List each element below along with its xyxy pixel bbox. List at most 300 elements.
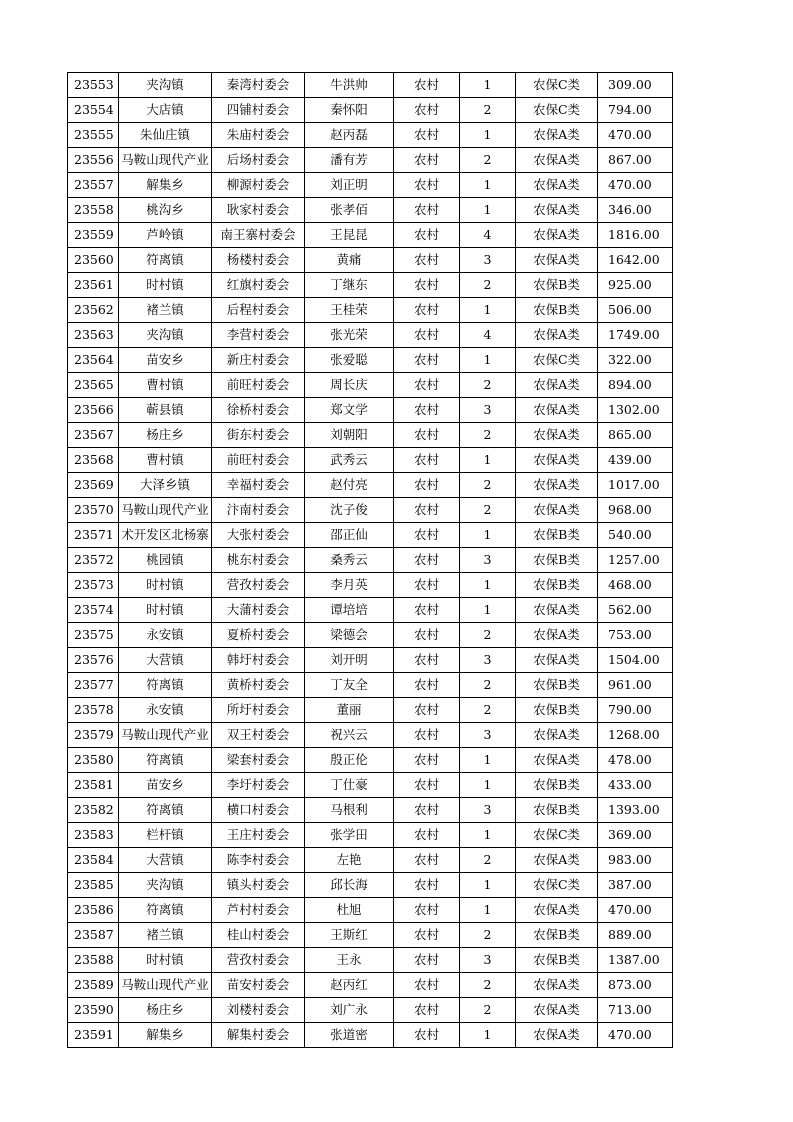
table-row bbox=[68, 373, 673, 398]
category-cell: 农保C类 bbox=[516, 98, 598, 123]
member-count-cell: 1 bbox=[460, 448, 516, 473]
member-count-cell: 1 bbox=[460, 523, 516, 548]
town-cell: 曹村镇 bbox=[119, 448, 212, 473]
table-row bbox=[68, 573, 673, 598]
person-name-cell: 牛洪帅 bbox=[305, 73, 394, 98]
table-row bbox=[68, 748, 673, 773]
household-type-cell: 农村 bbox=[394, 623, 460, 648]
amount-cell: 873.00 bbox=[598, 973, 673, 998]
village-cell: 街东村委会 bbox=[212, 423, 305, 448]
amount-cell: 468.00 bbox=[598, 573, 673, 598]
amount-cell: 867.00 bbox=[598, 148, 673, 173]
town-cell: 大泽乡镇 bbox=[119, 473, 212, 498]
person-name-cell: 张爱聪 bbox=[305, 348, 394, 373]
member-count-cell: 2 bbox=[460, 698, 516, 723]
record-id-cell: 23569 bbox=[68, 473, 119, 498]
person-name-cell: 王永 bbox=[305, 948, 394, 973]
record-id-cell: 23565 bbox=[68, 373, 119, 398]
table-row bbox=[68, 623, 673, 648]
town-cell: 符离镇 bbox=[119, 798, 212, 823]
category-cell: 农保A类 bbox=[516, 323, 598, 348]
amount-cell: 889.00 bbox=[598, 923, 673, 948]
member-count-cell: 2 bbox=[460, 923, 516, 948]
member-count-cell: 3 bbox=[460, 398, 516, 423]
household-type-cell: 农村 bbox=[394, 698, 460, 723]
person-name-cell: 殷正伦 bbox=[305, 748, 394, 773]
person-name-cell: 周长庆 bbox=[305, 373, 394, 398]
household-type-cell: 农村 bbox=[394, 823, 460, 848]
category-cell: 农保B类 bbox=[516, 523, 598, 548]
category-cell: 农保A类 bbox=[516, 423, 598, 448]
person-name-cell: 马根利 bbox=[305, 798, 394, 823]
member-count-cell: 1 bbox=[460, 198, 516, 223]
table-row bbox=[68, 473, 673, 498]
town-cell: 符离镇 bbox=[119, 748, 212, 773]
village-cell: 杨楼村委会 bbox=[212, 248, 305, 273]
person-name-cell: 赵付亮 bbox=[305, 473, 394, 498]
member-count-cell: 3 bbox=[460, 798, 516, 823]
table-row bbox=[68, 223, 673, 248]
table-row bbox=[68, 723, 673, 748]
table-row bbox=[68, 423, 673, 448]
record-id-cell: 23583 bbox=[68, 823, 119, 848]
person-name-cell: 丁仕豪 bbox=[305, 773, 394, 798]
town-cell: 大营镇 bbox=[119, 848, 212, 873]
village-cell: 黄桥村委会 bbox=[212, 673, 305, 698]
person-name-cell: 祝兴云 bbox=[305, 723, 394, 748]
town-cell: 苗安乡 bbox=[119, 348, 212, 373]
record-id-cell: 23556 bbox=[68, 148, 119, 173]
person-name-cell: 王斯红 bbox=[305, 923, 394, 948]
table-row bbox=[68, 973, 673, 998]
town-cell: 马鞍山现代产业 bbox=[119, 973, 212, 998]
person-name-cell: 刘广永 bbox=[305, 998, 394, 1023]
member-count-cell: 2 bbox=[460, 373, 516, 398]
category-cell: 农保A类 bbox=[516, 748, 598, 773]
category-cell: 农保A类 bbox=[516, 148, 598, 173]
member-count-cell: 2 bbox=[460, 423, 516, 448]
table-row bbox=[68, 948, 673, 973]
town-cell: 桃园镇 bbox=[119, 548, 212, 573]
table-row bbox=[68, 498, 673, 523]
category-cell: 农保A类 bbox=[516, 448, 598, 473]
household-type-cell: 农村 bbox=[394, 923, 460, 948]
table-row bbox=[68, 648, 673, 673]
member-count-cell: 1 bbox=[460, 773, 516, 798]
table-row bbox=[68, 173, 673, 198]
table-row bbox=[68, 698, 673, 723]
table-row bbox=[68, 848, 673, 873]
household-type-cell: 农村 bbox=[394, 848, 460, 873]
category-cell: 农保A类 bbox=[516, 373, 598, 398]
village-cell: 朱庙村委会 bbox=[212, 123, 305, 148]
person-name-cell: 张道密 bbox=[305, 1023, 394, 1048]
category-cell: 农保A类 bbox=[516, 648, 598, 673]
household-type-cell: 农村 bbox=[394, 148, 460, 173]
household-type-cell: 农村 bbox=[394, 873, 460, 898]
village-cell: 幸福村委会 bbox=[212, 473, 305, 498]
town-cell: 褚兰镇 bbox=[119, 923, 212, 948]
category-cell: 农保A类 bbox=[516, 623, 598, 648]
table-row bbox=[68, 1023, 673, 1048]
town-cell: 芦岭镇 bbox=[119, 223, 212, 248]
person-name-cell: 赵丙磊 bbox=[305, 123, 394, 148]
village-cell: 王庄村委会 bbox=[212, 823, 305, 848]
town-cell: 符离镇 bbox=[119, 898, 212, 923]
person-name-cell: 张孝佰 bbox=[305, 198, 394, 223]
household-type-cell: 农村 bbox=[394, 673, 460, 698]
household-type-cell: 农村 bbox=[394, 973, 460, 998]
record-id-cell: 23591 bbox=[68, 1023, 119, 1048]
household-type-cell: 农村 bbox=[394, 273, 460, 298]
amount-cell: 1642.00 bbox=[598, 248, 673, 273]
amount-cell: 1257.00 bbox=[598, 548, 673, 573]
town-cell: 解集乡 bbox=[119, 173, 212, 198]
record-id-cell: 23589 bbox=[68, 973, 119, 998]
town-cell: 马鞍山现代产业 bbox=[119, 723, 212, 748]
member-count-cell: 1 bbox=[460, 173, 516, 198]
town-cell: 时村镇 bbox=[119, 598, 212, 623]
record-id-cell: 23584 bbox=[68, 848, 119, 873]
category-cell: 农保B类 bbox=[516, 923, 598, 948]
table-row bbox=[68, 73, 673, 98]
village-cell: 新庄村委会 bbox=[212, 348, 305, 373]
village-cell: 后场村委会 bbox=[212, 148, 305, 173]
village-cell: 梁套村委会 bbox=[212, 748, 305, 773]
village-cell: 前旺村委会 bbox=[212, 373, 305, 398]
household-type-cell: 农村 bbox=[394, 173, 460, 198]
record-id-cell: 23567 bbox=[68, 423, 119, 448]
person-name-cell: 王桂荣 bbox=[305, 298, 394, 323]
town-cell: 符离镇 bbox=[119, 673, 212, 698]
member-count-cell: 2 bbox=[460, 673, 516, 698]
village-cell: 陈李村委会 bbox=[212, 848, 305, 873]
person-name-cell: 左艳 bbox=[305, 848, 394, 873]
household-type-cell: 农村 bbox=[394, 498, 460, 523]
table-row bbox=[68, 923, 673, 948]
household-type-cell: 农村 bbox=[394, 648, 460, 673]
person-name-cell: 李月英 bbox=[305, 573, 394, 598]
household-type-cell: 农村 bbox=[394, 798, 460, 823]
table-row bbox=[68, 673, 673, 698]
category-cell: 农保B类 bbox=[516, 948, 598, 973]
person-name-cell: 刘正明 bbox=[305, 173, 394, 198]
town-cell: 夹沟镇 bbox=[119, 73, 212, 98]
table-row bbox=[68, 523, 673, 548]
town-cell: 蕲县镇 bbox=[119, 398, 212, 423]
amount-cell: 983.00 bbox=[598, 848, 673, 873]
member-count-cell: 1 bbox=[460, 598, 516, 623]
table-row bbox=[68, 823, 673, 848]
table-row bbox=[68, 798, 673, 823]
category-cell: 农保A类 bbox=[516, 498, 598, 523]
household-type-cell: 农村 bbox=[394, 598, 460, 623]
person-name-cell: 邵正仙 bbox=[305, 523, 394, 548]
person-name-cell: 潘有芳 bbox=[305, 148, 394, 173]
member-count-cell: 1 bbox=[460, 898, 516, 923]
member-count-cell: 1 bbox=[460, 348, 516, 373]
household-type-cell: 农村 bbox=[394, 748, 460, 773]
table-row bbox=[68, 598, 673, 623]
town-cell: 褚兰镇 bbox=[119, 298, 212, 323]
member-count-cell: 2 bbox=[460, 848, 516, 873]
record-id-cell: 23588 bbox=[68, 948, 119, 973]
person-name-cell: 赵丙红 bbox=[305, 973, 394, 998]
amount-cell: 346.00 bbox=[598, 198, 673, 223]
amount-cell: 470.00 bbox=[598, 1023, 673, 1048]
table-row bbox=[68, 323, 673, 348]
person-name-cell: 王昆昆 bbox=[305, 223, 394, 248]
town-cell: 桃沟乡 bbox=[119, 198, 212, 223]
village-cell: 桃东村委会 bbox=[212, 548, 305, 573]
member-count-cell: 2 bbox=[460, 973, 516, 998]
category-cell: 农保A类 bbox=[516, 723, 598, 748]
amount-cell: 470.00 bbox=[598, 173, 673, 198]
person-name-cell: 梁德会 bbox=[305, 623, 394, 648]
person-name-cell: 张光荣 bbox=[305, 323, 394, 348]
town-cell: 夹沟镇 bbox=[119, 873, 212, 898]
record-id-cell: 23563 bbox=[68, 323, 119, 348]
table-row bbox=[68, 998, 673, 1023]
town-cell: 永安镇 bbox=[119, 698, 212, 723]
amount-cell: 478.00 bbox=[598, 748, 673, 773]
record-id-cell: 23581 bbox=[68, 773, 119, 798]
amount-cell: 369.00 bbox=[598, 823, 673, 848]
record-id-cell: 23576 bbox=[68, 648, 119, 673]
record-id-cell: 23578 bbox=[68, 698, 119, 723]
town-cell: 时村镇 bbox=[119, 948, 212, 973]
household-type-cell: 农村 bbox=[394, 248, 460, 273]
record-id-cell: 23590 bbox=[68, 998, 119, 1023]
record-id-cell: 23564 bbox=[68, 348, 119, 373]
member-count-cell: 4 bbox=[460, 223, 516, 248]
category-cell: 农保A类 bbox=[516, 998, 598, 1023]
village-cell: 后程村委会 bbox=[212, 298, 305, 323]
record-id-cell: 23571 bbox=[68, 523, 119, 548]
person-name-cell: 桑秀云 bbox=[305, 548, 394, 573]
person-name-cell: 武秀云 bbox=[305, 448, 394, 473]
table-row bbox=[68, 398, 673, 423]
records-table bbox=[67, 72, 673, 1048]
town-cell: 时村镇 bbox=[119, 273, 212, 298]
amount-cell: 322.00 bbox=[598, 348, 673, 373]
member-count-cell: 3 bbox=[460, 648, 516, 673]
village-cell: 四铺村委会 bbox=[212, 98, 305, 123]
village-cell: 解集村委会 bbox=[212, 1023, 305, 1048]
village-cell: 刘楼村委会 bbox=[212, 998, 305, 1023]
member-count-cell: 1 bbox=[460, 823, 516, 848]
town-cell: 大店镇 bbox=[119, 98, 212, 123]
person-name-cell: 张学田 bbox=[305, 823, 394, 848]
household-type-cell: 农村 bbox=[394, 348, 460, 373]
person-name-cell: 杜旭 bbox=[305, 898, 394, 923]
table-row bbox=[68, 548, 673, 573]
household-type-cell: 农村 bbox=[394, 98, 460, 123]
amount-cell: 1749.00 bbox=[598, 323, 673, 348]
town-cell: 朱仙庄镇 bbox=[119, 123, 212, 148]
amount-cell: 562.00 bbox=[598, 598, 673, 623]
member-count-cell: 3 bbox=[460, 548, 516, 573]
record-id-cell: 23573 bbox=[68, 573, 119, 598]
amount-cell: 540.00 bbox=[598, 523, 673, 548]
amount-cell: 470.00 bbox=[598, 123, 673, 148]
town-cell: 大营镇 bbox=[119, 648, 212, 673]
person-name-cell: 丁友全 bbox=[305, 673, 394, 698]
village-cell: 苗安村委会 bbox=[212, 973, 305, 998]
person-name-cell: 丁继东 bbox=[305, 273, 394, 298]
member-count-cell: 1 bbox=[460, 123, 516, 148]
town-cell: 苗安乡 bbox=[119, 773, 212, 798]
household-type-cell: 农村 bbox=[394, 773, 460, 798]
person-name-cell: 沈子俊 bbox=[305, 498, 394, 523]
table-row bbox=[68, 773, 673, 798]
person-name-cell: 秦怀阳 bbox=[305, 98, 394, 123]
table-row bbox=[68, 348, 673, 373]
person-name-cell: 黄痛 bbox=[305, 248, 394, 273]
record-id-cell: 23561 bbox=[68, 273, 119, 298]
village-cell: 柳源村委会 bbox=[212, 173, 305, 198]
village-cell: 南王寨村委会 bbox=[212, 223, 305, 248]
member-count-cell: 1 bbox=[460, 1023, 516, 1048]
category-cell: 农保C类 bbox=[516, 873, 598, 898]
amount-cell: 309.00 bbox=[598, 73, 673, 98]
amount-cell: 506.00 bbox=[598, 298, 673, 323]
category-cell: 农保B类 bbox=[516, 798, 598, 823]
member-count-cell: 2 bbox=[460, 623, 516, 648]
table-row bbox=[68, 873, 673, 898]
category-cell: 农保A类 bbox=[516, 223, 598, 248]
amount-cell: 1387.00 bbox=[598, 948, 673, 973]
village-cell: 桂山村委会 bbox=[212, 923, 305, 948]
record-id-cell: 23586 bbox=[68, 898, 119, 923]
village-cell: 徐桥村委会 bbox=[212, 398, 305, 423]
amount-cell: 925.00 bbox=[598, 273, 673, 298]
amount-cell: 1816.00 bbox=[598, 223, 673, 248]
village-cell: 大张村委会 bbox=[212, 523, 305, 548]
member-count-cell: 1 bbox=[460, 573, 516, 598]
category-cell: 农保A类 bbox=[516, 173, 598, 198]
amount-cell: 790.00 bbox=[598, 698, 673, 723]
category-cell: 农保A类 bbox=[516, 473, 598, 498]
household-type-cell: 农村 bbox=[394, 898, 460, 923]
household-type-cell: 农村 bbox=[394, 448, 460, 473]
table-row bbox=[68, 98, 673, 123]
village-cell: 夏桥村委会 bbox=[212, 623, 305, 648]
record-id-cell: 23566 bbox=[68, 398, 119, 423]
record-id-cell: 23559 bbox=[68, 223, 119, 248]
household-type-cell: 农村 bbox=[394, 298, 460, 323]
town-cell: 时村镇 bbox=[119, 573, 212, 598]
village-cell: 李营村委会 bbox=[212, 323, 305, 348]
village-cell: 李圩村委会 bbox=[212, 773, 305, 798]
household-type-cell: 农村 bbox=[394, 73, 460, 98]
record-id-cell: 23570 bbox=[68, 498, 119, 523]
household-type-cell: 农村 bbox=[394, 373, 460, 398]
member-count-cell: 2 bbox=[460, 998, 516, 1023]
amount-cell: 1393.00 bbox=[598, 798, 673, 823]
amount-cell: 968.00 bbox=[598, 498, 673, 523]
town-cell: 夹沟镇 bbox=[119, 323, 212, 348]
town-cell: 栏杆镇 bbox=[119, 823, 212, 848]
member-count-cell: 2 bbox=[460, 148, 516, 173]
village-cell: 大蒲村委会 bbox=[212, 598, 305, 623]
category-cell: 农保B类 bbox=[516, 573, 598, 598]
household-type-cell: 农村 bbox=[394, 573, 460, 598]
category-cell: 农保A类 bbox=[516, 398, 598, 423]
amount-cell: 794.00 bbox=[598, 98, 673, 123]
amount-cell: 1504.00 bbox=[598, 648, 673, 673]
household-type-cell: 农村 bbox=[394, 723, 460, 748]
amount-cell: 1302.00 bbox=[598, 398, 673, 423]
record-id-cell: 23575 bbox=[68, 623, 119, 648]
table-row bbox=[68, 273, 673, 298]
member-count-cell: 3 bbox=[460, 723, 516, 748]
member-count-cell: 2 bbox=[460, 273, 516, 298]
category-cell: 农保B类 bbox=[516, 698, 598, 723]
amount-cell: 433.00 bbox=[598, 773, 673, 798]
member-count-cell: 1 bbox=[460, 298, 516, 323]
town-cell: 曹村镇 bbox=[119, 373, 212, 398]
household-type-cell: 农村 bbox=[394, 1023, 460, 1048]
person-name-cell: 刘开明 bbox=[305, 648, 394, 673]
town-cell: 永安镇 bbox=[119, 623, 212, 648]
household-type-cell: 农村 bbox=[394, 223, 460, 248]
category-cell: 农保A类 bbox=[516, 198, 598, 223]
category-cell: 农保A类 bbox=[516, 598, 598, 623]
record-id-cell: 23572 bbox=[68, 548, 119, 573]
record-id-cell: 23580 bbox=[68, 748, 119, 773]
amount-cell: 894.00 bbox=[598, 373, 673, 398]
category-cell: 农保B类 bbox=[516, 673, 598, 698]
village-cell: 前旺村委会 bbox=[212, 448, 305, 473]
category-cell: 农保A类 bbox=[516, 973, 598, 998]
table-row bbox=[68, 898, 673, 923]
table-row bbox=[68, 448, 673, 473]
category-cell: 农保B类 bbox=[516, 773, 598, 798]
member-count-cell: 1 bbox=[460, 873, 516, 898]
record-id-cell: 23577 bbox=[68, 673, 119, 698]
category-cell: 农保A类 bbox=[516, 898, 598, 923]
village-cell: 汴南村委会 bbox=[212, 498, 305, 523]
member-count-cell: 2 bbox=[460, 498, 516, 523]
records-table-body bbox=[68, 73, 673, 1048]
record-id-cell: 23562 bbox=[68, 298, 119, 323]
member-count-cell: 2 bbox=[460, 473, 516, 498]
village-cell: 所圩村委会 bbox=[212, 698, 305, 723]
person-name-cell: 邱长海 bbox=[305, 873, 394, 898]
record-id-cell: 23579 bbox=[68, 723, 119, 748]
record-id-cell: 23582 bbox=[68, 798, 119, 823]
table-row bbox=[68, 298, 673, 323]
town-cell: 马鞍山现代产业 bbox=[119, 148, 212, 173]
record-id-cell: 23560 bbox=[68, 248, 119, 273]
record-id-cell: 23574 bbox=[68, 598, 119, 623]
amount-cell: 439.00 bbox=[598, 448, 673, 473]
category-cell: 农保A类 bbox=[516, 1023, 598, 1048]
town-cell: 马鞍山现代产业 bbox=[119, 498, 212, 523]
member-count-cell: 4 bbox=[460, 323, 516, 348]
category-cell: 农保C类 bbox=[516, 348, 598, 373]
town-cell: 解集乡 bbox=[119, 1023, 212, 1048]
category-cell: 农保A类 bbox=[516, 848, 598, 873]
member-count-cell: 3 bbox=[460, 948, 516, 973]
record-id-cell: 23555 bbox=[68, 123, 119, 148]
amount-cell: 865.00 bbox=[598, 423, 673, 448]
town-cell: 符离镇 bbox=[119, 248, 212, 273]
amount-cell: 470.00 bbox=[598, 898, 673, 923]
amount-cell: 1017.00 bbox=[598, 473, 673, 498]
household-type-cell: 农村 bbox=[394, 948, 460, 973]
